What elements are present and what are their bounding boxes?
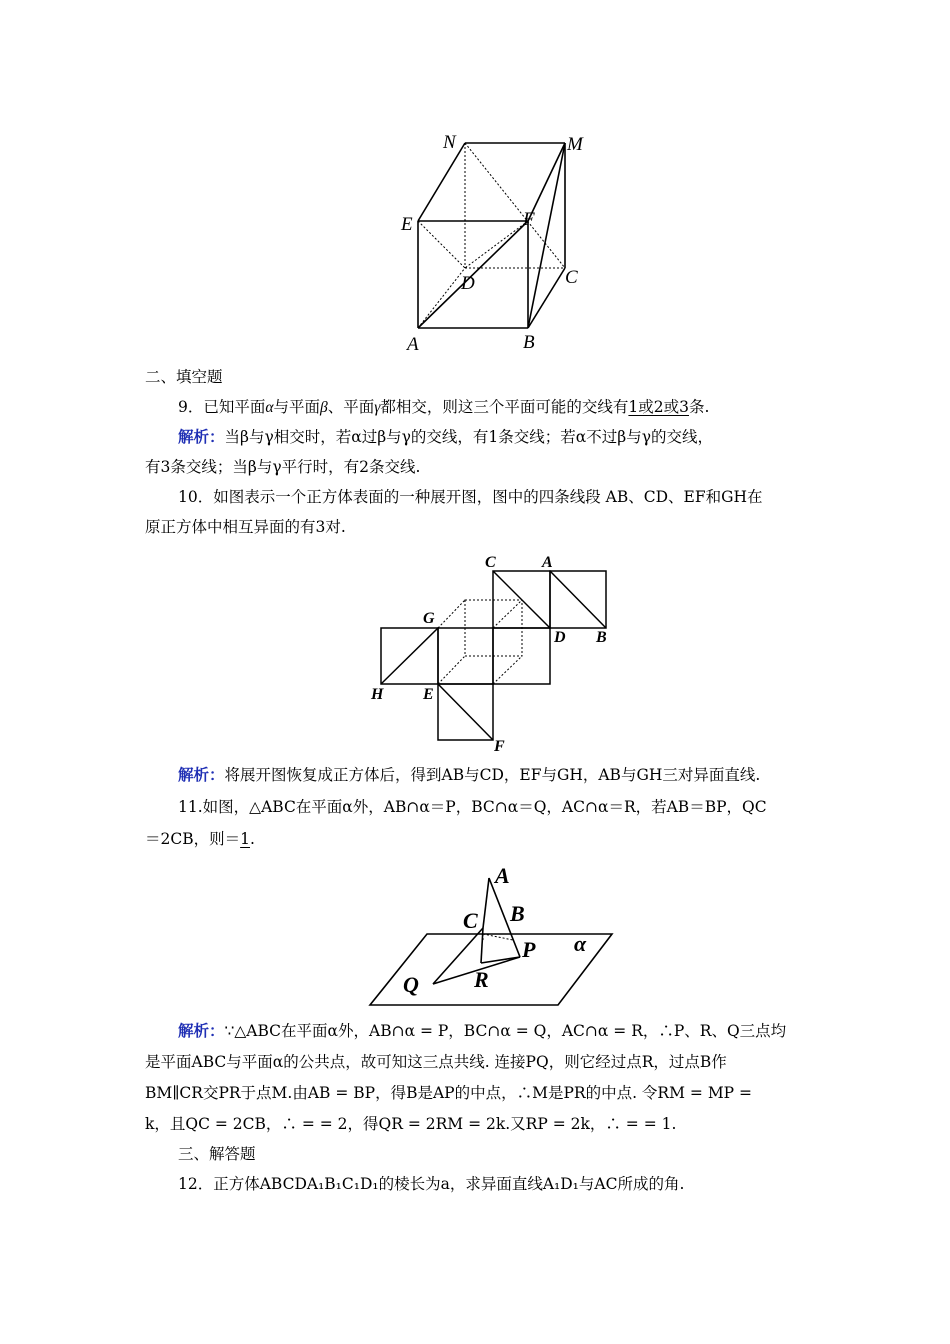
- net-label-D: D: [554, 629, 566, 646]
- label-D: D: [461, 273, 475, 294]
- net-label-H: H: [371, 686, 384, 703]
- question-9: 9．已知平面α与平面β、平面γ都相交，则这三个平面可能的交线有1或2或3条.: [178, 398, 710, 416]
- solution-9-line1: 解析：当β与γ相交时，若α过β与γ的交线，有1条交线；若α不过β与γ的交线，: [178, 427, 713, 446]
- plane-label-P: P: [522, 937, 536, 962]
- label-E: E: [401, 214, 413, 235]
- net-label-G: G: [423, 610, 435, 627]
- answer-9: 1或2或3: [628, 398, 689, 416]
- label-M: M: [567, 134, 583, 155]
- solution-11-line2: 是平面ABC与平面α的公共点，故可知这三点共线. 连接PQ，则它经过点R，过点B作: [145, 1053, 727, 1071]
- solution-11-line3: BM∥CR交PR于点M.由AB = BP，得B是AP的中点，∴M是PR的中点. 令RM = MP =: [145, 1084, 753, 1102]
- label-N: N: [443, 132, 456, 153]
- plane-label-alpha: α: [574, 931, 587, 956]
- net-label-C: C: [485, 554, 496, 571]
- cube-net-figure: [365, 550, 615, 755]
- question-11-line1: 11.如图，△ABC在平面α外，AB∩α＝P，BC∩α＝Q，AC∩α＝R，若AB＝BP，QC: [178, 798, 767, 816]
- plane-label-C: C: [463, 908, 478, 933]
- section-heading-answers: 三、解答题: [178, 1145, 256, 1163]
- net-label-A: A: [542, 554, 553, 571]
- solution-9-line2: 有3条交线；当β与γ平行时，有2条交线.: [145, 458, 421, 476]
- question-10-line2: 原正方体中相互异面的有3对.: [145, 518, 346, 536]
- question-10-line1: 10．如图表示一个正方体表面的一种展开图，图中的四条线段 AB、CD、EF和GH在: [178, 488, 763, 506]
- answer-11: 1: [240, 830, 250, 848]
- plane-label-Q: Q: [403, 972, 419, 997]
- net-label-B: B: [596, 629, 607, 646]
- section-heading-fill-in: 二、填空题: [145, 368, 223, 386]
- label-A: A: [407, 334, 419, 355]
- label-B: B: [523, 332, 535, 353]
- plane-label-B: B: [510, 901, 525, 926]
- plane-label-R: R: [474, 967, 489, 992]
- net-label-E: E: [423, 686, 434, 703]
- label-F: F: [523, 209, 535, 230]
- cube-figure: [395, 128, 595, 358]
- question-11-line2: ＝2CB，则＝1.: [145, 830, 255, 848]
- net-label-F: F: [494, 738, 505, 755]
- question-12: 12．正方体ABCDA₁B₁C₁D₁的棱长为a，求异面直线A₁D₁与AC所成的角.: [178, 1175, 685, 1193]
- solution-10: 解析：将展开图恢复成正方体后，得到AB与CD，EF与GH，AB与GH三对异面直线.: [178, 765, 761, 784]
- solution-11-line4: k，且QC = 2CB，∴ = = 2，得QR = 2RM = 2k.又RP = 2k，∴ = = 1.: [145, 1115, 677, 1133]
- label-C: C: [565, 267, 578, 288]
- triangle-plane-figure: [365, 858, 625, 1013]
- solution-11-line1: 解析：∵△ABC在平面α外，AB∩α = P，BC∩α = Q，AC∩α = R，∴P、R、Q三点均: [178, 1021, 787, 1040]
- plane-label-A: A: [495, 863, 510, 888]
